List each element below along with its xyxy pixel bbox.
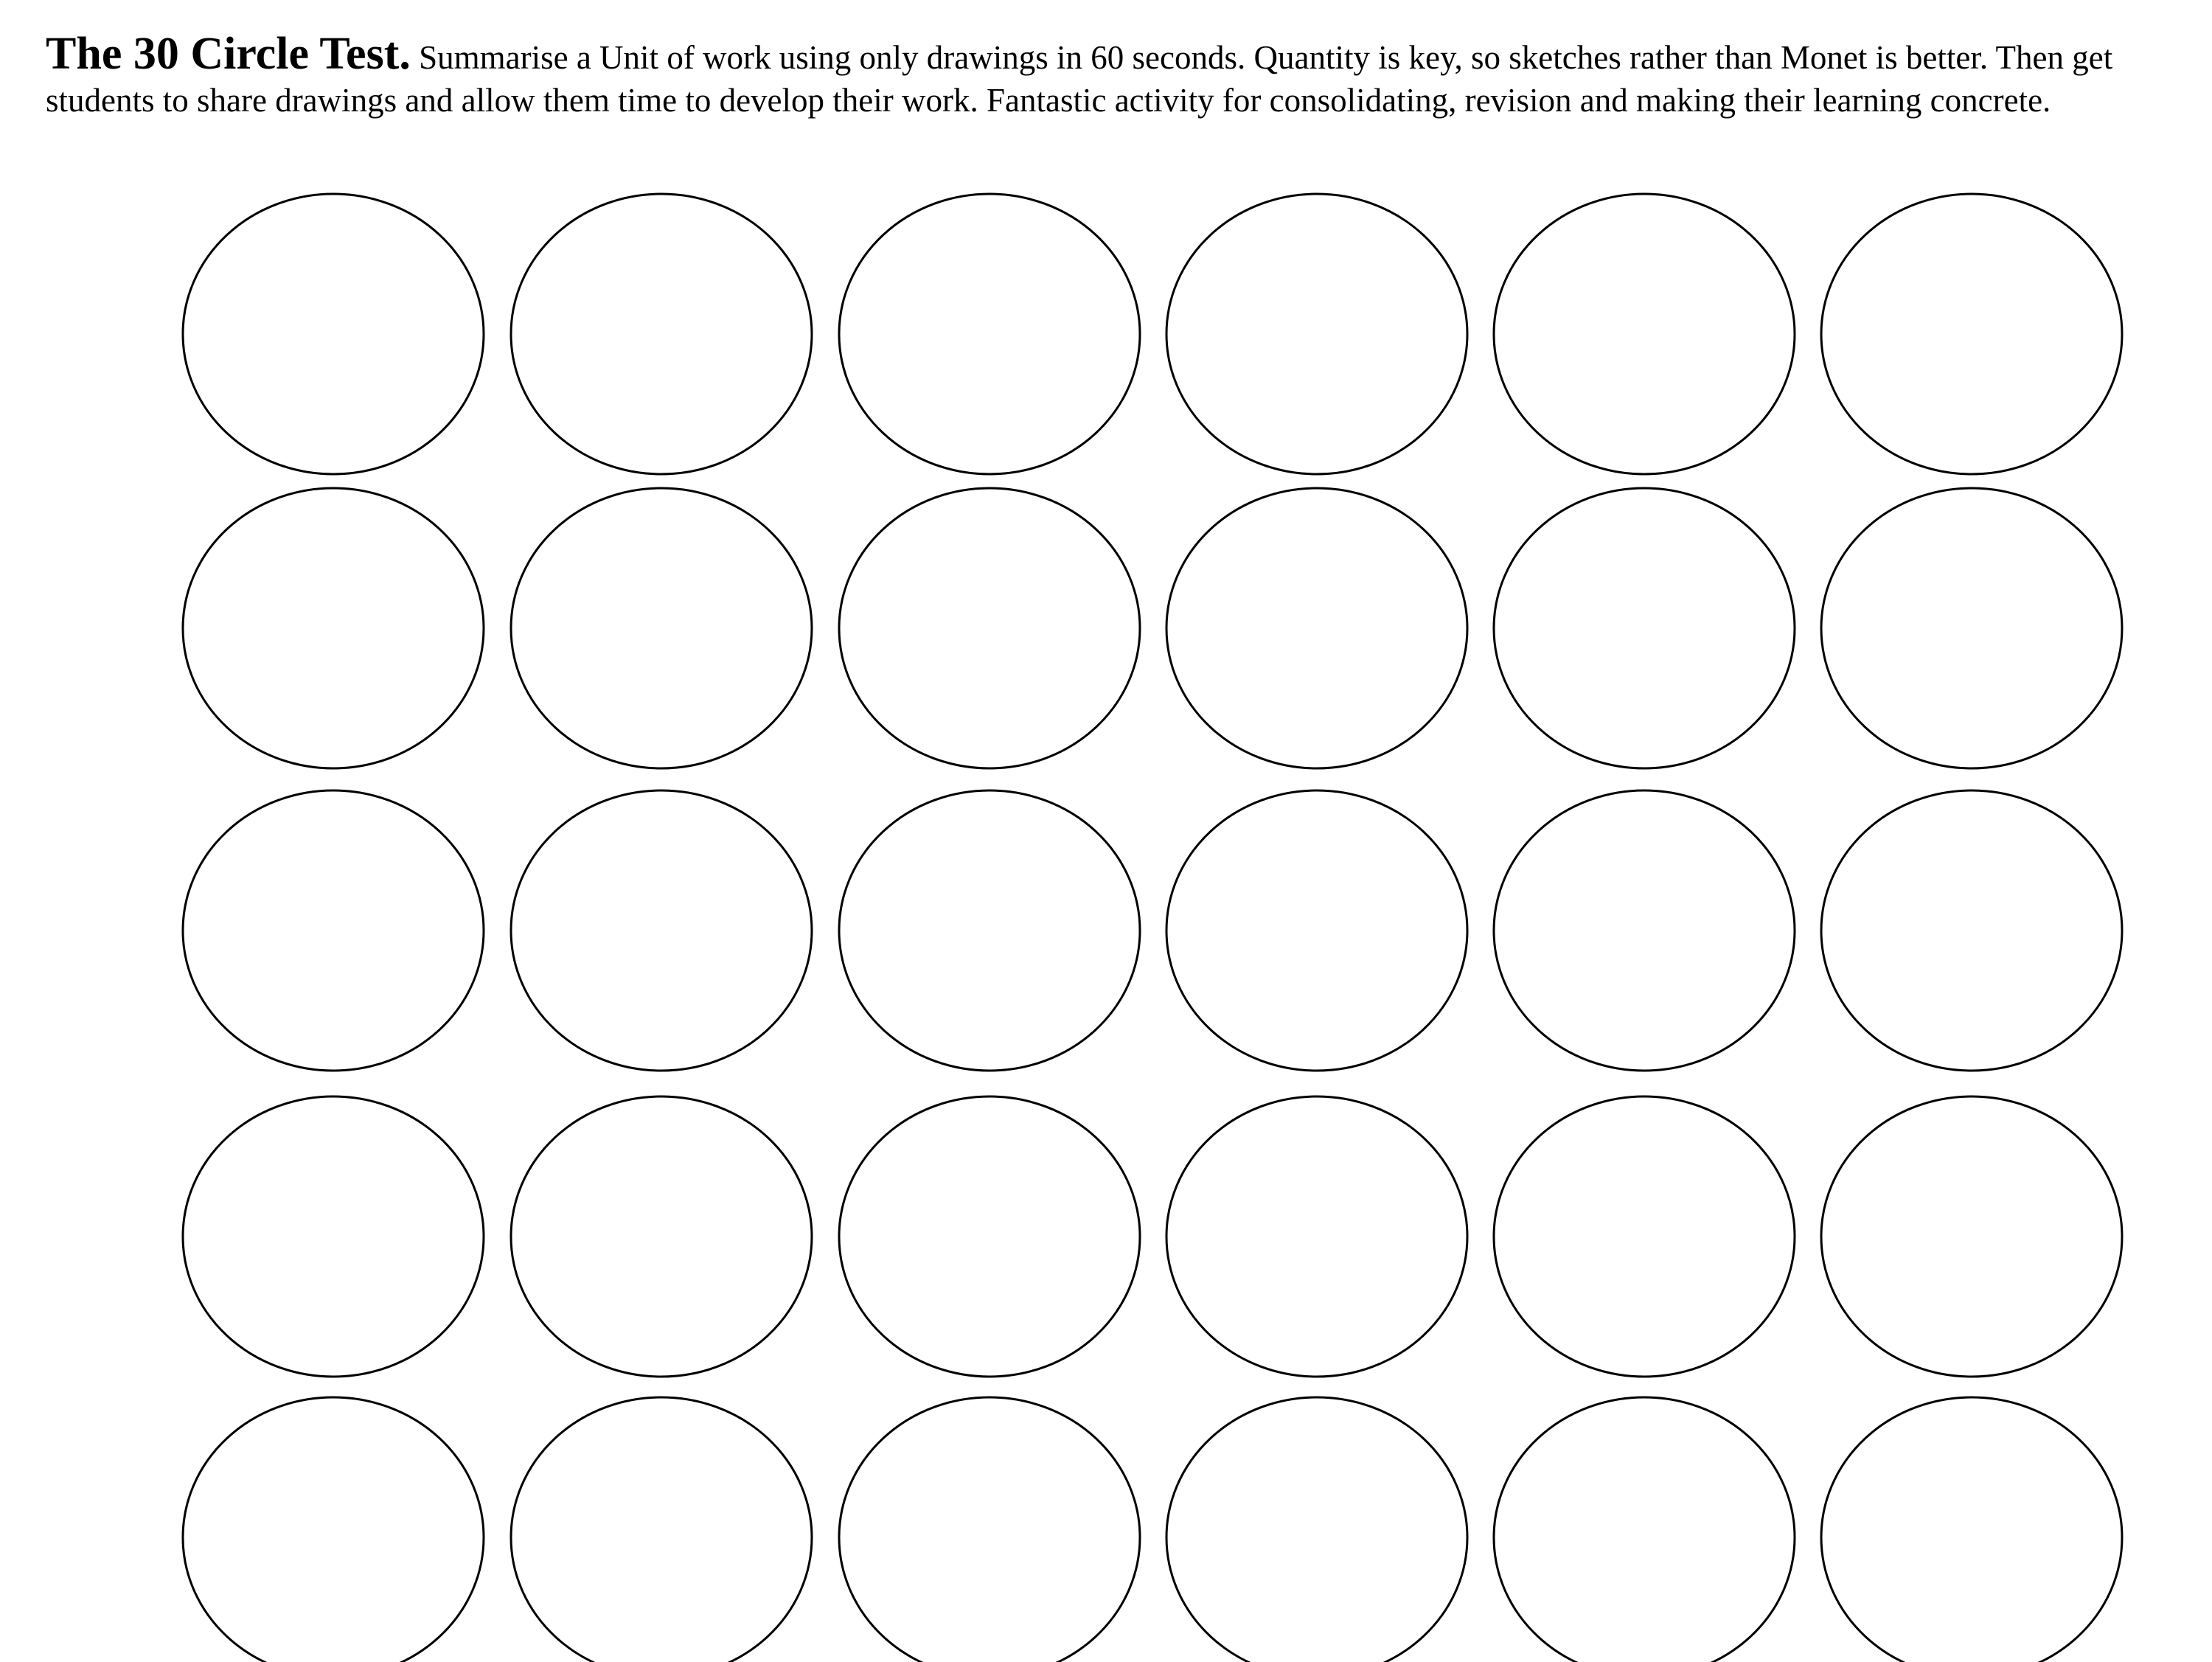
drawing-circle (1494, 488, 1795, 768)
drawing-circle (839, 1096, 1140, 1377)
drawing-circle (1494, 194, 1795, 474)
drawing-circle (1821, 194, 2122, 474)
drawing-circle (183, 1397, 484, 1662)
drawing-circle (839, 1397, 1140, 1662)
drawing-circle (1821, 1397, 2122, 1662)
drawing-circle (511, 1096, 812, 1377)
drawing-circle (1166, 1397, 1467, 1662)
drawing-circle (1821, 488, 2122, 768)
drawing-circle (1821, 790, 2122, 1071)
drawing-circle (511, 194, 812, 474)
drawing-circle (183, 790, 484, 1071)
drawing-circle (1166, 790, 1467, 1071)
drawing-circle (1494, 1397, 1795, 1662)
drawing-circle (511, 790, 812, 1071)
drawing-circle (1166, 488, 1467, 768)
drawing-circle (183, 1096, 484, 1377)
drawing-circle (1821, 1096, 2122, 1377)
drawing-circle (839, 790, 1140, 1071)
worksheet-title: The 30 Circle Test. (46, 29, 411, 79)
drawing-circle (511, 1397, 812, 1662)
drawing-circle (1166, 194, 1467, 474)
drawing-circle (1166, 1096, 1467, 1377)
drawing-circle (839, 194, 1140, 474)
drawing-circle (183, 194, 484, 474)
drawing-circle (1494, 790, 1795, 1071)
drawing-circle (839, 488, 1140, 768)
drawing-circle (511, 488, 812, 768)
drawing-circle (1494, 1096, 1795, 1377)
worksheet-instructions: Summarise a Unit of work using only drawings in 60 seconds. Quantity is key, so sketches rather than Monet is better. Then get students to share drawings and allow them time to develop their work. Fantastic activity for consolidating, revision and making their learning concrete. (46, 39, 2113, 119)
drawing-circle (183, 488, 484, 768)
